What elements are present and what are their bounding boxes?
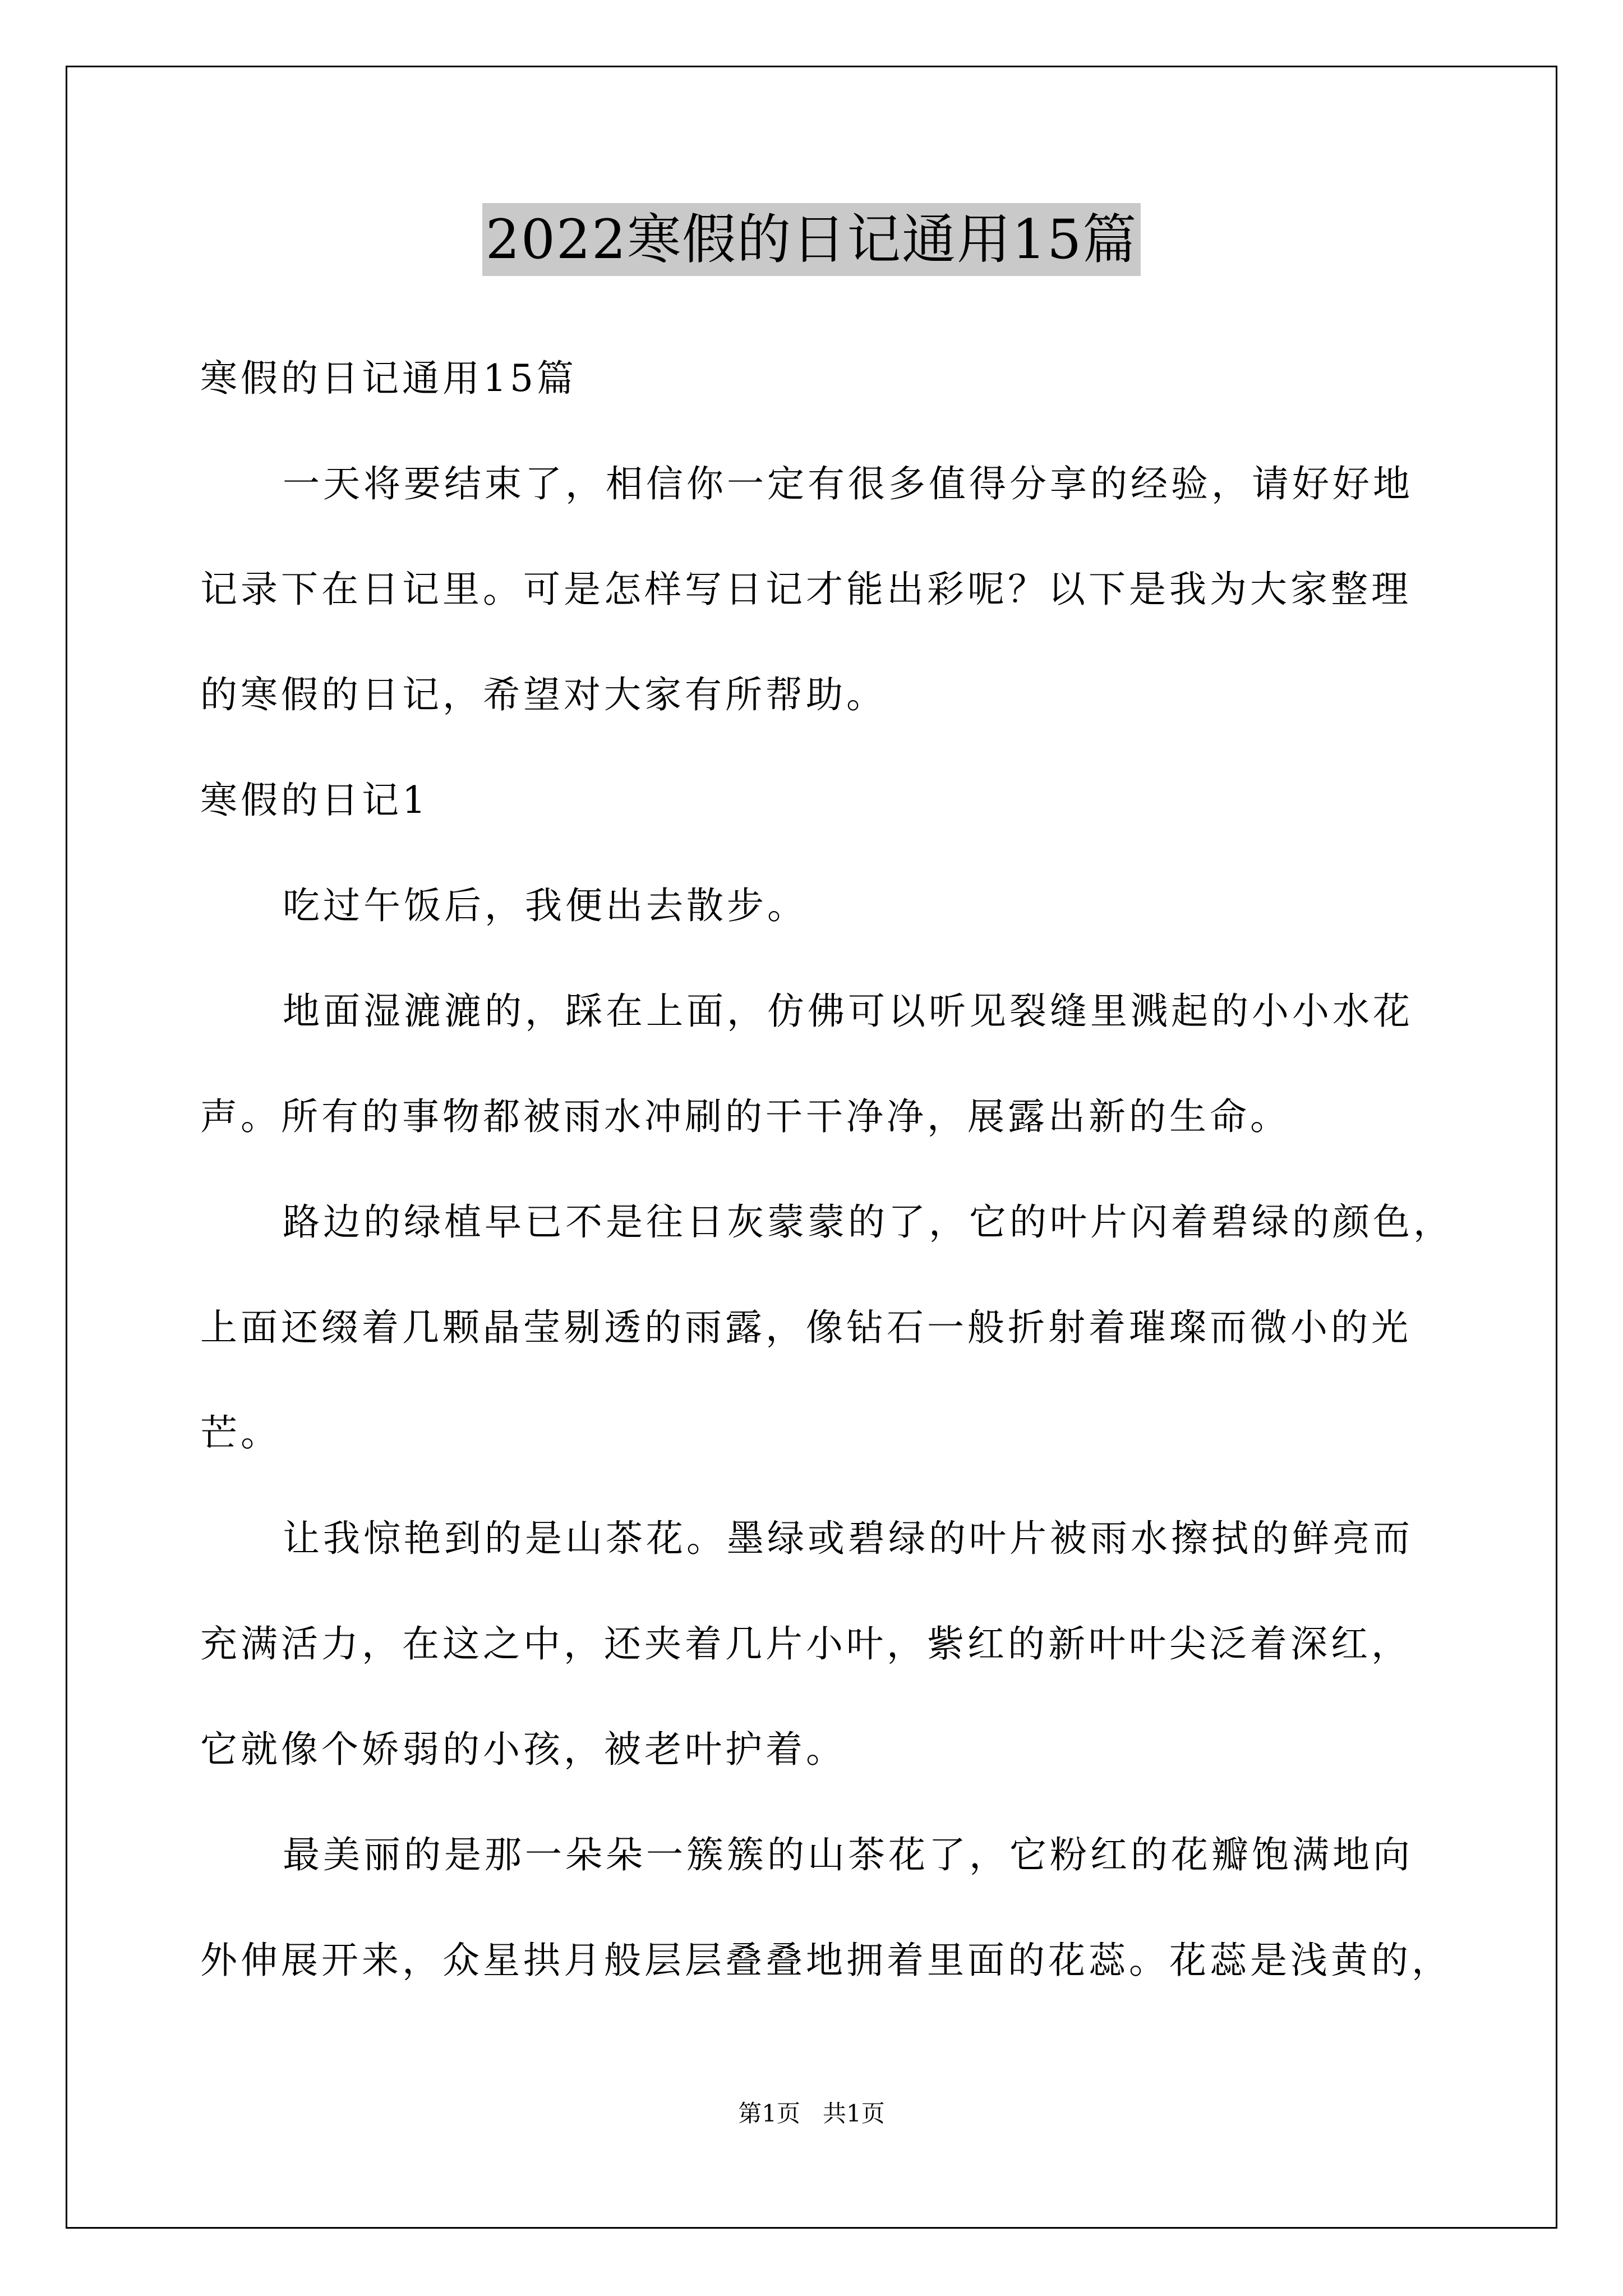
title-container xyxy=(0,203,1623,276)
text-line: 寒假的日记1 xyxy=(200,779,429,822)
text-line: 它就像个娇弱的小孩，被老叶护着。 xyxy=(200,1728,846,1771)
text-line: 寒假的日记通用15篇 xyxy=(200,357,577,400)
text-line: 让我惊艳到的是山茶花。墨绿或碧绿的叶片被雨水擦拭的鲜亮而 xyxy=(283,1517,1413,1560)
text-line: 记录下在日记里。可是怎样写日记才能出彩呢？以下是我为大家整理 xyxy=(200,568,1412,611)
text-line: 最美丽的是那一朵朵一簇簇的山茶花了，它粉红的花瓣饱满地向 xyxy=(283,1833,1413,1876)
document-title: 2022寒假的日记通用15篇 xyxy=(482,203,1141,276)
text-line: 芒。 xyxy=(200,1411,281,1455)
text-line: 一天将要结束了，相信你一定有很多值得分享的经验，请好好地 xyxy=(283,462,1413,505)
text-line: 的寒假的日记，希望对大家有所帮助。 xyxy=(200,673,887,716)
text-line: 外伸展开来，众星拱月般层层叠叠地拥着里面的花蕊。花蕊是浅黄的， xyxy=(200,1939,1452,1982)
text-line: 充满活力，在这之中，还夹着几片小叶，紫红的新叶叶尖泛着深红， xyxy=(200,1622,1412,1665)
text-line: 上面还缀着几颗晶莹剔透的雨露，像钻石一般折射着璀璨而微小的光 xyxy=(200,1306,1412,1349)
text-line: 吃过午饭后，我便出去散步。 xyxy=(283,884,808,927)
text-line: 路边的绿植早已不是往日灰蒙蒙的了，它的叶片闪着碧绿的颜色， xyxy=(283,1200,1454,1244)
page-footer: 第1页 共1页 xyxy=(738,2100,885,2127)
text-line: 地面湿漉漉的，踩在上面，仿佛可以听见裂缝里溅起的小小水花 xyxy=(283,990,1413,1033)
document-body xyxy=(200,348,1454,2035)
text-line: 声。所有的事物都被雨水冲刷的干干净净，展露出新的生命。 xyxy=(200,1095,1290,1138)
